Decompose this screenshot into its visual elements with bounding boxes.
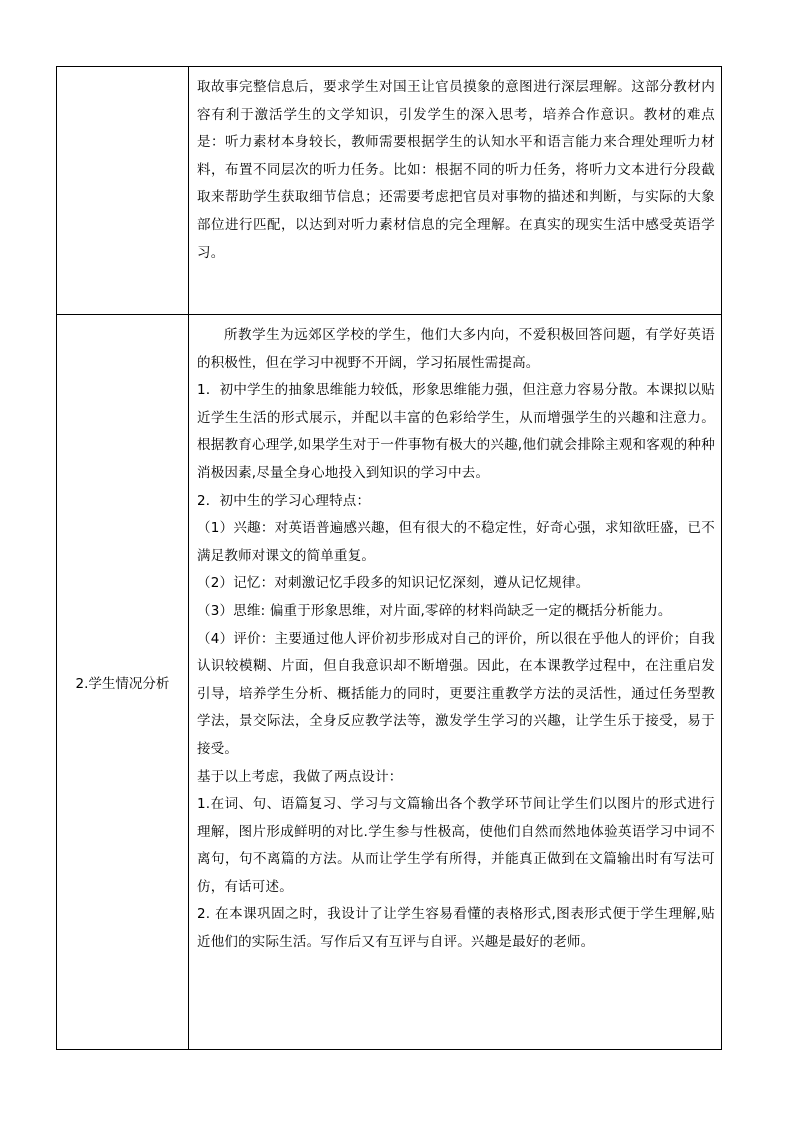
table-row-textbook-analysis <box>57 67 722 315</box>
paragraph: 取故事完整信息后，要求学生对国王让官员摸象的意图进行深层理解。这部分教材内容有利于激活学生的文学知识，引发学生的深入思考，培养合作意识。教材的难点是：听力素材本身较长，教师需要根据学生的认知水平和语言能力来合理处理听力材料，布置不同层次的听力任务。比如：根据不同的听力任务，将听力文本进行分段截取来帮助学生获取细节信息；还需要考虑把官员对事物的描述和判断，与实际的大象部位进行匹配，以达到对听力素材信息的完全理解。在真实的现实生活中感受英语学习。 <box>197 79 715 261</box>
paragraph: 2．初中生的学习心理特点： <box>197 492 371 509</box>
row-label-student-analysis: 2.学生情况分析 <box>57 315 189 1050</box>
table-row-student-analysis <box>57 315 722 1050</box>
paragraph: （4）评价：主要通过他人评价初步形成对自己的评价，所以很在乎他人的评价；自我认识较模糊、片面，但自我意识却不断增强。因此，在本课教学过程中，在注重启发引导，培养学生分析、概括能力的同时，更要注重教学方法的灵活性，通过任务型教学法，景交际法，全身反应教学法等，激发学生学习的兴趣，让学生乐于接受，易于接受。 <box>197 630 715 757</box>
paragraph: 2. 在本课巩固之时，我设计了让学生容易看懂的表格形式,图表形式便于学生理解,贴近他们的实际生活。写作后又有互评与自评。兴趣是最好的老师。 <box>197 906 715 951</box>
paragraph: 1．初中学生的抽象思维能力较低，形象思维能力强，但注意力容易分散。本课拟以贴近学生生活的形式展示，并配以丰富的色彩给学生，从而增强学生的兴趣和注意力。根据教育心理学,如果学生对于一件事物有极大的兴趣,他们就会排除主观和客观的种种消极因素,尽量全身心地投入到知识的学习中去。 <box>197 382 715 481</box>
lesson-plan-table <box>56 66 722 1050</box>
textbook-analysis-content <box>189 67 722 315</box>
paragraph: （3）思维: 偏重于形象思维，对片面,零碎的材料尚缺乏一定的概括分析能力。 <box>197 602 672 619</box>
row-label-empty <box>57 67 189 315</box>
student-analysis-content <box>189 315 722 1050</box>
paragraph: 所教学生为远郊区学校的学生，他们大多内向，不爱积极回答问题，有学好英语的积极性，但在学习中视野不开阔，学习拓展性需提高。 <box>197 327 715 371</box>
paragraph: （2）记忆：对刺激记忆手段多的知识记忆深刻，遵从记忆规律。 <box>197 575 590 592</box>
paragraph: 基于以上考虑，我做了两点设计： <box>197 768 403 785</box>
paragraph: 1.在词、句、语篇复习、学习与文篇输出各个教学环节间让学生们以图片的形式进行理解，图片形成鲜明的对比.学生参与性极高，使他们自然而然地体验英语学习中词不离句，句不离篇的方法。从而让学生学有所得，并能真正做到在文篇输出时有写法可仿，有话可述。 <box>197 796 715 895</box>
paragraph: （1）兴趣：对英语普遍感兴趣，但有很大的不稳定性，好奇心强，求知欲旺盛，已不满足教师对课文的简单重复。 <box>197 520 715 564</box>
